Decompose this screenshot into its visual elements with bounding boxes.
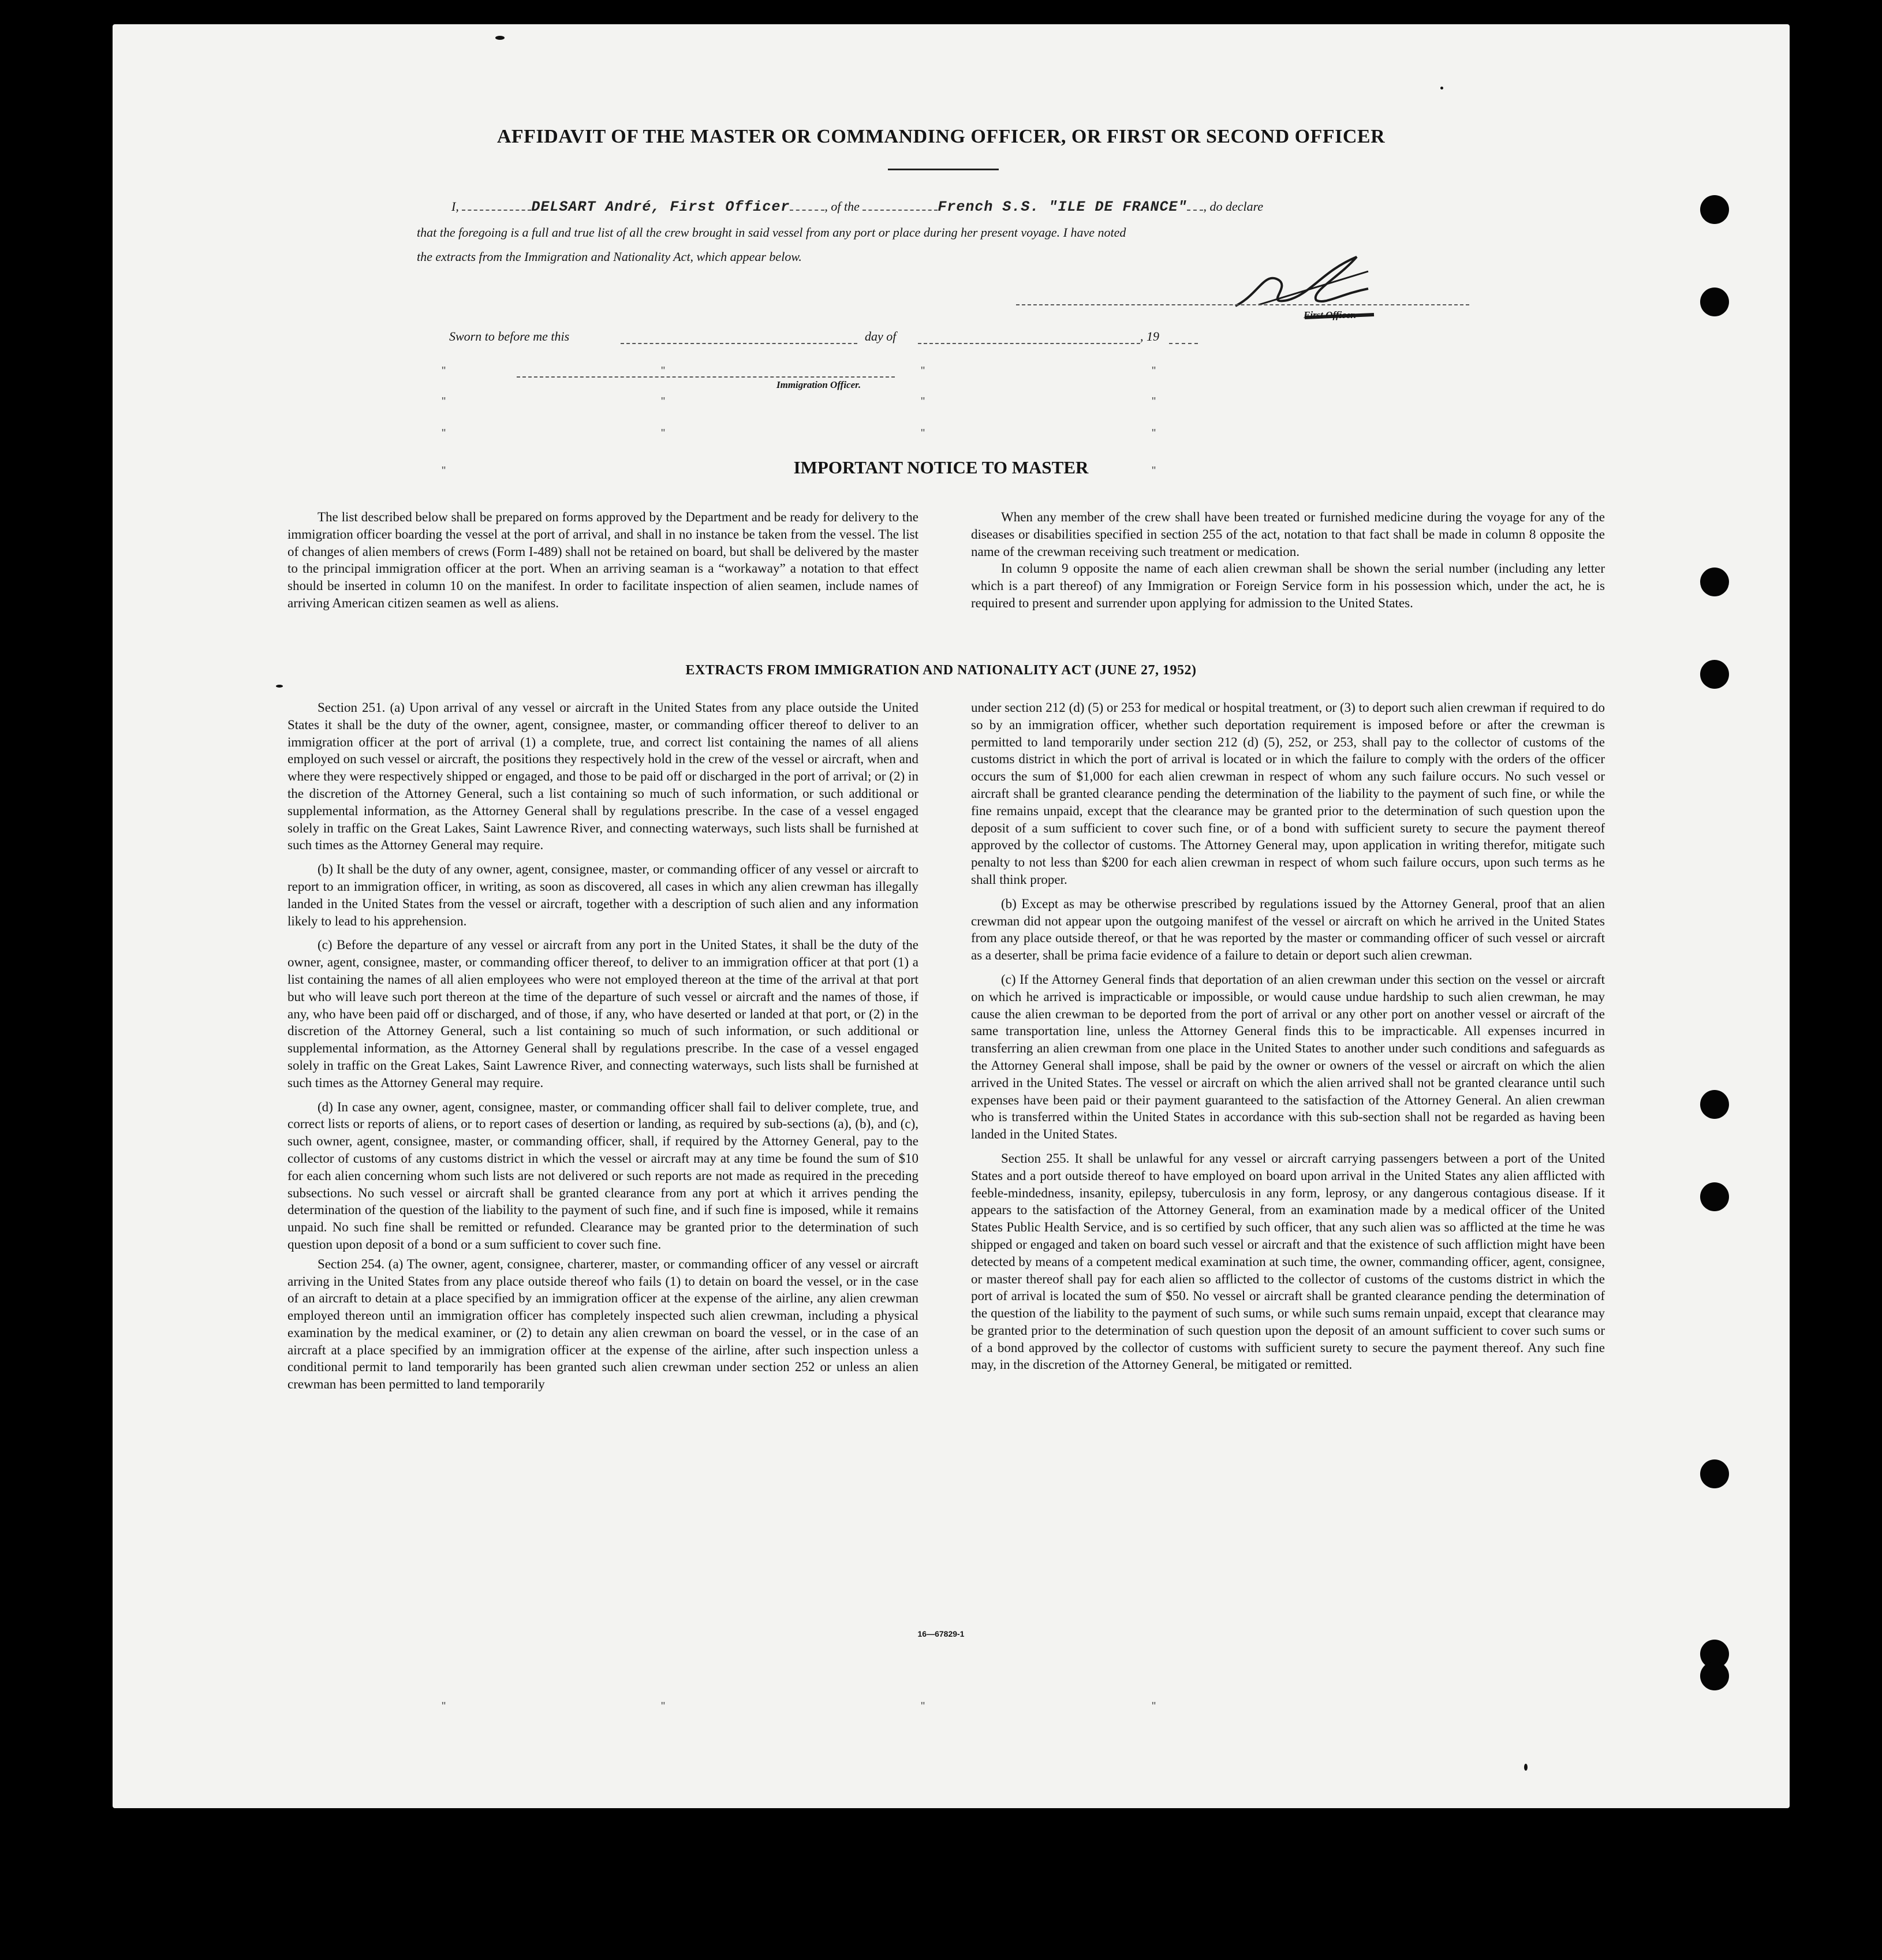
signature-line bbox=[1016, 303, 1469, 305]
binder-hole bbox=[1700, 195, 1729, 224]
binder-hole bbox=[1700, 1662, 1729, 1690]
ditto-mark: " bbox=[921, 427, 925, 440]
form-number: 16—67829-1 bbox=[917, 1629, 965, 1638]
notice-paragraph: In column 9 opposite the name of each alien crewman shall be shown the serial number (including any letter which is a part thereof) of any Immigration or Foreign Service form in his possession which, under the act, he is required to present and surrender upon applying for admission to the United States. bbox=[971, 561, 1605, 610]
ditto-mark: " bbox=[1152, 1700, 1156, 1713]
binder-hole bbox=[1700, 288, 1729, 316]
section-paragraph: under section 212 (d) (5) or 253 for medical or hospital treatment, or (3) to deport such alien crewman if required to do so by an immigration officer, whether such deportation requirement is imposed before or after the crewman is permitted to land temporarily under section 212 (d) (5), 252, or 253, shall pay to the collector of customs of the customs district in which the port of arrival is located or in which the failure to comply with the orders of the officer occurs the sum of $1,000 for each alien crewman in respect of whom any such failure occurs. No such vessel or aircraft shall be granted clearance pending the determination of the liability to the payment of such fine, or while the fine remains unpaid, except that the clearance may be granted prior to the determination of such question upon the deposit of a sum sufficient to cover such fine, or of a bond with sufficient surety to secure the payment thereof approved by the collector of customs. The Attorney General may, upon application in writing therefor, mitigate such penalty to not less than $200 for each alien crewman in respect of whom such failure occurs, upon such terms as he shall think proper. bbox=[971, 700, 1605, 887]
notice-left-column bbox=[287, 509, 918, 619]
year-label: , 19 bbox=[1140, 329, 1159, 344]
section-paragraph: Section 254. (a) The owner, agent, consignee, charterer, master, or commanding officer of any vessel or aircraft arriving in the United States from any place outside thereof who fails (1) to detain on board the vessel, or in the case of an aircraft to detain at a place specified by an immigration officer at the expense of the airline, any alien crewman employed thereon until an immigration officer has completely inspected such alien crewman, including a physical examination by the medical examiner, or (2) to detain any alien crewman on board the vessel, or in the case of an aircraft at a place specified by an immigration officer at the expense of the airline, after such inspection unless a conditional permit to land temporarily has been granted such alien crewman under section 252 or unless an alien crewman has been permitted to land temporarily bbox=[287, 1256, 918, 1392]
ditto-mark: " bbox=[921, 395, 925, 408]
ditto-mark: " bbox=[921, 365, 925, 378]
notice-paragraph: When any member of the crew shall have been treated or furnished medicine during the voyage for any of the diseases or disabilities specified in section 255 of the act, notation to that fact shall be made in column 8 opposite the name of the crewman receiving such treatment or medication. bbox=[971, 510, 1605, 559]
day-of-label: day of bbox=[865, 329, 897, 344]
binder-hole bbox=[1700, 568, 1729, 596]
ditto-mark: " bbox=[661, 365, 666, 378]
section-paragraph: (b) Except as may be otherwise prescribed by regulations issued by the Attorney General, proof that an alien crewman did not appear upon the outgoing manifest of the vessel or aircraft on which he arrived in the United States from any place outside thereof, or that he was reported by the master or commanding officer of such vessel or aircraft as a deserter, shall be prima facie evidence of a failure to detain or deport such alien crewman. bbox=[971, 896, 1605, 963]
immigration-officer-line bbox=[517, 375, 895, 378]
section-paragraph: Section 255. It shall be unlawful for any vessel or aircraft carrying passengers between a port of the United States and a port outside thereof to have employed on board upon arrival in the United States any alien afflicted with feeble-mindedness, insanity, epilepsy, tuberculosis in any form, leprosy, or any dangerous contagious disease. If it appears to the satisfaction of the Attorney General, from an examination made by a medical officer of the United States Public Health Service, and is so certified by such officer, that any such alien was so afflicted at the time he was shipped or engaged and taken on board such vessel or aircraft and that the existence of such affliction might have been detected by means of a competent medical examination at such time, the owner, commanding officer, agent, consignee, or master thereof shall pay for each alien so afflicted to the collector of customs of the customs district in which the port of arrival is located the sum of $50. No vessel or aircraft shall be granted clearance pending the determination of the question of the liability to the payment of such sums, or while such sums remain unpaid, except that clearance may be granted prior to the determination of such question upon the deposit of an amount sufficient to cover such sums or of a bond approved by the collector of customs with sufficient surety to secure the payment thereof. Any such fine may, in the discretion of the Attorney General, be mitigated or remitted. bbox=[971, 1151, 1605, 1372]
section-paragraph: (d) In case any owner, agent, consignee, master, or commanding officer shall fail to deliver complete, true, and correct lists or reports of aliens, or to report cases of desertion or landing, as required by sub-sections (a), (b), and (c), such owner, agent, consignee, master, or commanding officer, shall, if required by the Attorney General, pay to the collector of customs of any customs district in which the vessel or aircraft may at any time be found the sum of $10 for each alien concerning whom such lists are not delivered or such reports are not made as required in the preceding subsections. No such vessel or aircraft shall be granted clearance from any port at which it arrives pending the determination of the question of the liability to the payment of such fine, and if such fine is imposed, while it remains unpaid. No such fine shall be remitted or refunded. Clearance may be granted prior to the determination of such question upon deposit of a bond or a sum sufficient to cover such fine. bbox=[287, 1099, 918, 1252]
section-paragraph: Section 251. (a) Upon arrival of any vessel or aircraft in the United States from any place outside the United States it shall be the duty of the owner, agent, consignee, master, or commanding officer thereof to deliver to an immigration officer at the port of arrival (1) a complete, true, and correct list containing the names of all aliens employed on such vessel or aircraft, the positions they respectively hold in the crew of the vessel or aircraft, when and where they were respectively shipped or engaged, and those to be paid off or discharged in the port of arrival; or (2) in the discretion of the Attorney General, such a list containing so much of such information, or such additional or supplemental information, as the Attorney General shall by regulations prescribe. In the case of a vessel engaged solely in traffic on the Great Lakes, Saint Lawrence River, and connecting waterways, such lists shall be furnished at such times as the Attorney General may require. bbox=[287, 700, 918, 853]
ditto-mark: " bbox=[661, 1700, 666, 1713]
do-declare-label: , do declare bbox=[1203, 199, 1264, 214]
declaration-line-1 bbox=[451, 198, 1263, 215]
affidavit-title: AFFIDAVIT OF THE MASTER OR COMMANDING OFFICER, OR FIRST OR SECOND OFFICER bbox=[496, 126, 1386, 147]
ditto-mark: " bbox=[1152, 465, 1156, 477]
declarant-name-typed: DELSART André, First Officer bbox=[531, 199, 790, 215]
ditto-mark: " bbox=[1152, 365, 1156, 378]
section-paragraph: (c) If the Attorney General finds that deportation of an alien crewman under this section on the vessel or aircraft on which he arrived is impracticable or impossible, or would cause undue hardship to such alien crewman, he may cause the alien crewman to be deported from the port of arrival or any other port on another vessel or aircraft of the same transportation line, unless the Attorney General finds this to be impracticable. All expenses incurred in transferring an alien crewman from one place in the United States to another under such conditions and safeguards as the Attorney General shall impose, shall be paid by the owner or owners of the vessel or aircraft on which the alien arrived in the United States. The vessel or aircraft on which the alien arrived shall not be granted clearance until such expenses have been paid or their payment guaranteed to the satisfaction of the Attorney General. An alien crewman who is transferred within the United States in accordance with this sub-section shall not be regarded as having been landed in the United States. bbox=[971, 972, 1605, 1142]
year-blank-line bbox=[1169, 342, 1198, 344]
ditto-mark: " bbox=[442, 427, 446, 440]
of-the-label: , of the bbox=[824, 199, 860, 214]
ditto-mark: " bbox=[1152, 427, 1156, 440]
ditto-mark: " bbox=[1152, 395, 1156, 408]
blank-line bbox=[862, 198, 938, 211]
binder-hole bbox=[1700, 1459, 1729, 1488]
declaration-line-3: the extracts from the Immigration and Nationality Act, which appear below. bbox=[417, 249, 802, 264]
immigration-officer-label: Immigration Officer. bbox=[776, 379, 861, 390]
blank-line bbox=[462, 198, 531, 211]
scan-speck bbox=[1440, 87, 1443, 89]
vessel-name-typed: French S.S. "ILE DE FRANCE" bbox=[938, 199, 1188, 215]
extracts-title: EXTRACTS FROM IMMIGRATION AND NATIONALITY ACT (JUNE 27, 1952) bbox=[685, 663, 1197, 678]
blank-line bbox=[1187, 198, 1203, 211]
blank-line bbox=[790, 198, 824, 211]
scan-speck bbox=[495, 36, 505, 40]
scan-speck bbox=[276, 685, 283, 688]
notice-title: IMPORTANT NOTICE TO MASTER bbox=[793, 457, 1089, 477]
binder-hole bbox=[1700, 1090, 1729, 1119]
ditto-mark: " bbox=[442, 365, 446, 378]
sworn-label: Sworn to before me this bbox=[449, 329, 570, 344]
i-label: I, bbox=[451, 199, 459, 214]
extracts-right-column bbox=[971, 699, 1605, 1380]
sworn-blank-line bbox=[621, 342, 857, 344]
day-blank-line bbox=[918, 342, 1140, 344]
notice-right-column bbox=[971, 509, 1605, 619]
section-paragraph: (b) It shall be the duty of any owner, agent, consignee, master, or commanding officer of any vessel or aircraft to report to an immigration officer, in writing, as soon as discovered, all cases in which any alien crewman has illegally landed in the United States from the vessel or aircraft, together with a description of such alien and any information likely to lead to his apprehension. bbox=[287, 862, 918, 928]
ditto-mark: " bbox=[442, 395, 446, 408]
notice-paragraph: The list described below shall be prepared on forms approved by the Department and be ready for delivery to the immigration officer boarding the vessel at the port of arrival, and shall in no instance be taken from the vessel. The list of changes of alien members of crews (Form I-489) shall not be retained on board, but shall be delivered by the master to the principal immigration officer at the port. When an arriving seaman is a “workaway” a notation to that effect should be inserted in column 10 on the manifest. In order to facilitate inspection of alien seamen, include names of arriving American citizen seamen as well as aliens. bbox=[287, 510, 918, 610]
ditto-mark: " bbox=[661, 395, 666, 408]
ditto-mark: " bbox=[921, 1700, 925, 1713]
scan-speck bbox=[1524, 1764, 1528, 1771]
ditto-mark: " bbox=[661, 427, 666, 440]
section-paragraph: (c) Before the departure of any vessel or aircraft from any port in the United States, it shall be the duty of the owner, agent, consignee, master, or commanding officer thereof, to deliver to an immigration officer at that port (1) a list containing the names of all alien employees who were not employed thereon at the time of the arrival at that port but who will leave such port thereon at the time of the departure of such vessel or aircraft and the names of those, if any, who have been paid off or discharged, and of those, if any, who have deserted or landed at that port, or (2) in the discretion of the Attorney General, such a list containing so much of such information, or such additional or supplemental information, as the Attorney General shall by regulations prescribe. In the case of a vessel engaged solely in traffic on the Great Lakes, Saint Lawrence River, and connecting waterways, such lists shall be furnished at such times as the Attorney General may require. bbox=[287, 938, 918, 1090]
title-underline bbox=[888, 169, 999, 170]
ditto-mark: " bbox=[442, 1700, 446, 1713]
ditto-mark: " bbox=[442, 465, 446, 477]
signature-caption: First Officer. bbox=[1304, 309, 1357, 320]
binder-hole bbox=[1700, 1182, 1729, 1211]
extracts-left-column bbox=[287, 699, 918, 1400]
declaration-line-2: that the foregoing is a full and true list of all the crew brought in said vessel from any port or place during her present voyage. I have noted bbox=[417, 225, 1126, 240]
